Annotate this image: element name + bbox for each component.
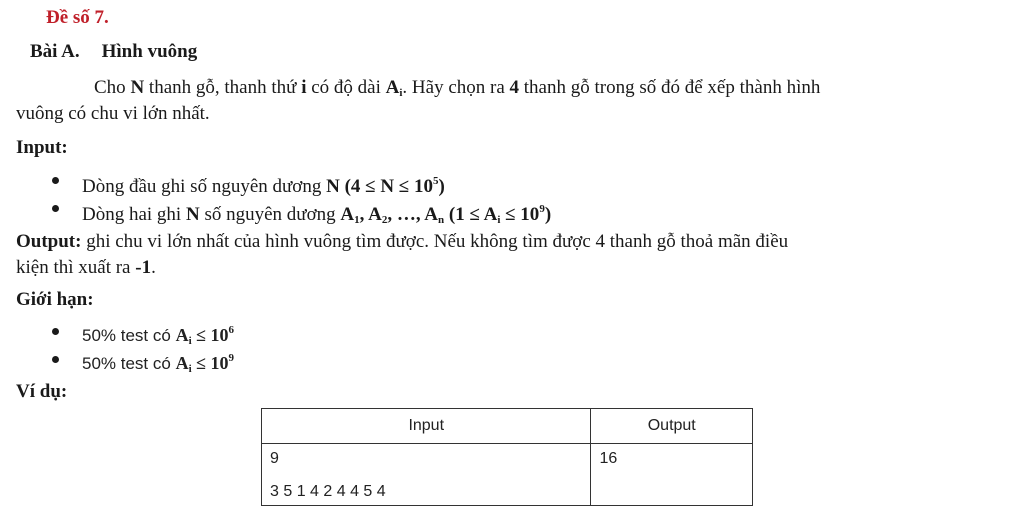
- output-value: -1: [135, 257, 152, 278]
- bullet-dot: [52, 328, 59, 335]
- statement-text: Cho: [94, 77, 131, 98]
- var-i: i: [301, 77, 307, 98]
- example-heading: Ví dụ:: [16, 381, 68, 402]
- table-row: [262, 444, 753, 506]
- statement-text: thanh gỗ, thanh thứ: [144, 77, 302, 98]
- var-n: N: [130, 77, 145, 98]
- bullet-dot: [52, 177, 59, 184]
- example-output-cell: [591, 444, 753, 506]
- statement-text: thanh gỗ trong số đó để xếp thành hình: [519, 77, 821, 98]
- statement-line-1: [94, 76, 820, 105]
- exam-title: Đề số 7.: [46, 7, 109, 28]
- input-heading: Input:: [16, 137, 68, 158]
- statement-text: . Hãy chọn ra: [402, 77, 510, 98]
- statement-line-2: vuông có chu vi lớn nhất.: [16, 103, 210, 124]
- table-header-row: [262, 409, 753, 444]
- bullet-dot: [52, 205, 59, 212]
- example-input-line: 9: [270, 450, 279, 467]
- problem-heading: [30, 40, 197, 64]
- example-input-line: 3 5 1 4 2 4 4 5 4: [270, 483, 386, 500]
- output-line-2: kiện thì xuất ra -1.: [16, 257, 156, 278]
- var-ai: $A_i$: [385, 77, 403, 99]
- limits-bullet-2: 50% test có $A_i \le 10^9$: [82, 352, 235, 375]
- limits-bullet-1: 50% test có $A_i \le 10^6$: [82, 324, 235, 347]
- input-bullet-1: Dòng đầu ghi số nguyên dương N $(4 \le N \le 10^5)$: [82, 175, 445, 197]
- bullet-dot: [52, 356, 59, 363]
- example-input-cell: [262, 444, 591, 506]
- example-table: [261, 408, 753, 506]
- column-header-input: Input: [262, 409, 591, 444]
- column-header-output: Output: [591, 409, 753, 444]
- output-line-1: Output: ghi chu vi lớn nhất của hình vuông tìm được. Nếu không tìm được 4 thanh gỗ thoả mãn điều: [16, 231, 789, 252]
- example-output-value: 16: [599, 450, 618, 467]
- limits-heading: Giới hạn:: [16, 289, 94, 310]
- problem-name: Hình vuông: [101, 41, 198, 62]
- var-four: 4: [509, 77, 520, 98]
- input-bullet-2: Dòng hai ghi N số nguyên dương $A_1$, $A_2$, …, $A_n$ $(1 \le A_i \le 10^9)$: [82, 203, 552, 226]
- output-heading: Output:: [16, 231, 82, 252]
- statement-text: có độ dài: [306, 77, 386, 98]
- problem-label: Bài A.: [30, 41, 80, 62]
